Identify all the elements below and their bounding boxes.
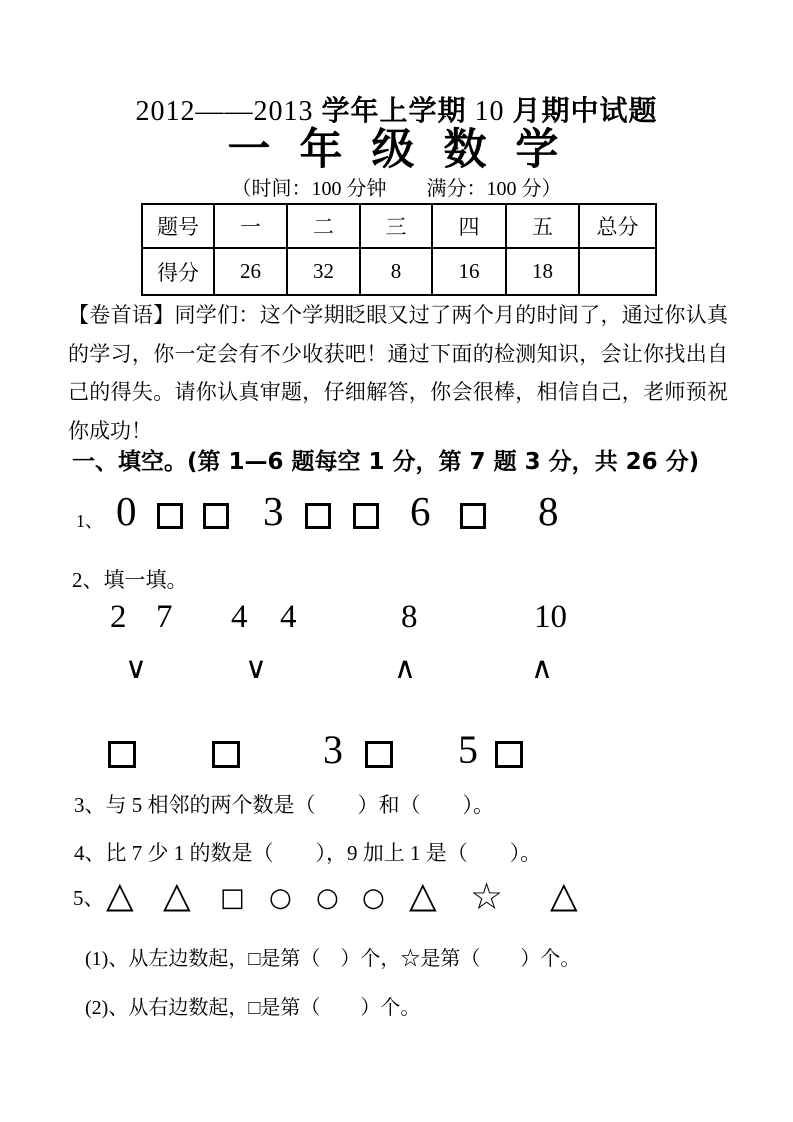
q2-fill-number-5: 5 xyxy=(458,727,478,772)
question-1-label: 1、 xyxy=(76,511,103,531)
q2-number: 8 xyxy=(401,599,418,635)
answer-box xyxy=(365,741,393,768)
score-cell-1: 26 xyxy=(214,248,287,295)
score-cell-4: 16 xyxy=(432,248,506,295)
question-5-sub-2: (2)、从右边数起，□是第（ ）个。 xyxy=(85,997,421,1019)
score-cell-5: 18 xyxy=(506,248,579,295)
preface-paragraph: 【卷首语】同学们：这个学期眨眼又过了两个月的时间了，通过你认真的学习，你一定会有不少收获吧！通过下面的检测知识，会让你找出自己的得失。请你认真审题，仔细解答，你会很棒，相信自己，老师预祝你成功！ xyxy=(68,303,728,443)
circle-shape-icon: ○ xyxy=(362,883,385,913)
q1-number-6: 6 xyxy=(410,488,431,534)
q1-number-3: 3 xyxy=(263,488,284,534)
circle-shape-icon: ○ xyxy=(316,883,339,913)
question-5-shapes-row xyxy=(0,875,793,918)
q2-number: 7 xyxy=(156,599,173,635)
score-table xyxy=(141,203,657,296)
less-than-symbol: ∨ xyxy=(245,651,267,686)
q1-number-8: 8 xyxy=(538,488,559,534)
score-table-corner-label: 题号 xyxy=(142,204,214,248)
exam-info-line: （时间：100 分钟 满分：100 分） xyxy=(231,178,562,200)
question-3-text: 3、与 5 相邻的两个数是（ ）和（ ）。 xyxy=(74,793,494,817)
answer-box xyxy=(305,503,331,529)
question-2-fill-row xyxy=(0,727,793,772)
triangle-shape-icon: △ xyxy=(106,875,134,916)
score-table-col-total: 总分 xyxy=(579,204,656,248)
score-table-col-2: 二 xyxy=(287,204,360,248)
answer-box xyxy=(495,741,523,768)
score-table-col-3: 三 xyxy=(360,204,432,248)
q2-number: 10 xyxy=(534,599,567,635)
title-years: 2012——2013 xyxy=(135,96,314,127)
question-4-text: 4、比 7 少 1 的数是（ ），9 加上 1 是（ ）。 xyxy=(74,841,542,865)
q2-number: 4 xyxy=(231,599,248,635)
q1-number-0: 0 xyxy=(116,488,137,534)
triangle-shape-icon: △ xyxy=(409,875,437,916)
q2-number: 2 xyxy=(110,599,127,635)
score-table-col-4: 四 xyxy=(432,204,506,248)
score-cell-2: 32 xyxy=(287,248,360,295)
question-1-row xyxy=(0,488,793,534)
q2-fill-number-3: 3 xyxy=(323,727,343,772)
score-table-col-5: 五 xyxy=(506,204,579,248)
score-table-score-row xyxy=(142,248,656,295)
question-2-label: 2、填一填。 xyxy=(72,568,188,592)
question-2-numbers-row xyxy=(0,599,793,635)
answer-box xyxy=(460,503,486,529)
score-row-label: 得分 xyxy=(142,248,214,295)
greater-than-symbol: ∧ xyxy=(394,651,416,686)
answer-box xyxy=(353,503,379,529)
exam-title-line2: 一 年 级 数 学 xyxy=(227,125,566,175)
question-5-sub-1: (1)、从左边数起，□是第（ ）个，☆是第（ ）个。 xyxy=(85,948,581,970)
section-one-heading: 一、填空。(第 1—6 题每空 1 分，第 7 题 3 分，共 26 分) xyxy=(72,449,700,475)
answer-box xyxy=(108,741,136,768)
less-than-symbol: ∨ xyxy=(125,651,147,686)
score-cell-3: 8 xyxy=(360,248,432,295)
score-cell-total xyxy=(579,248,656,295)
square-shape-icon: □ xyxy=(220,883,245,913)
exam-title-line1 xyxy=(0,94,793,129)
question-5-label: 5、 xyxy=(73,886,105,910)
triangle-shape-icon: △ xyxy=(550,875,578,916)
title-text-mid: 学年上学期 xyxy=(321,94,467,127)
q2-number: 4 xyxy=(280,599,297,635)
title-month: 10 xyxy=(474,96,505,127)
answer-box xyxy=(212,741,240,768)
star-shape-icon: ☆ xyxy=(470,875,504,918)
triangle-shape-icon: △ xyxy=(163,875,191,916)
greater-than-symbol: ∧ xyxy=(531,651,553,686)
score-table-col-1: 一 xyxy=(214,204,287,248)
answer-box xyxy=(203,503,229,529)
score-table-header-row xyxy=(142,204,656,248)
answer-box xyxy=(157,503,183,529)
question-2-comparators-row xyxy=(0,651,793,686)
title-text-tail: 月期中试题 xyxy=(512,94,658,127)
circle-shape-icon: ○ xyxy=(269,883,292,913)
